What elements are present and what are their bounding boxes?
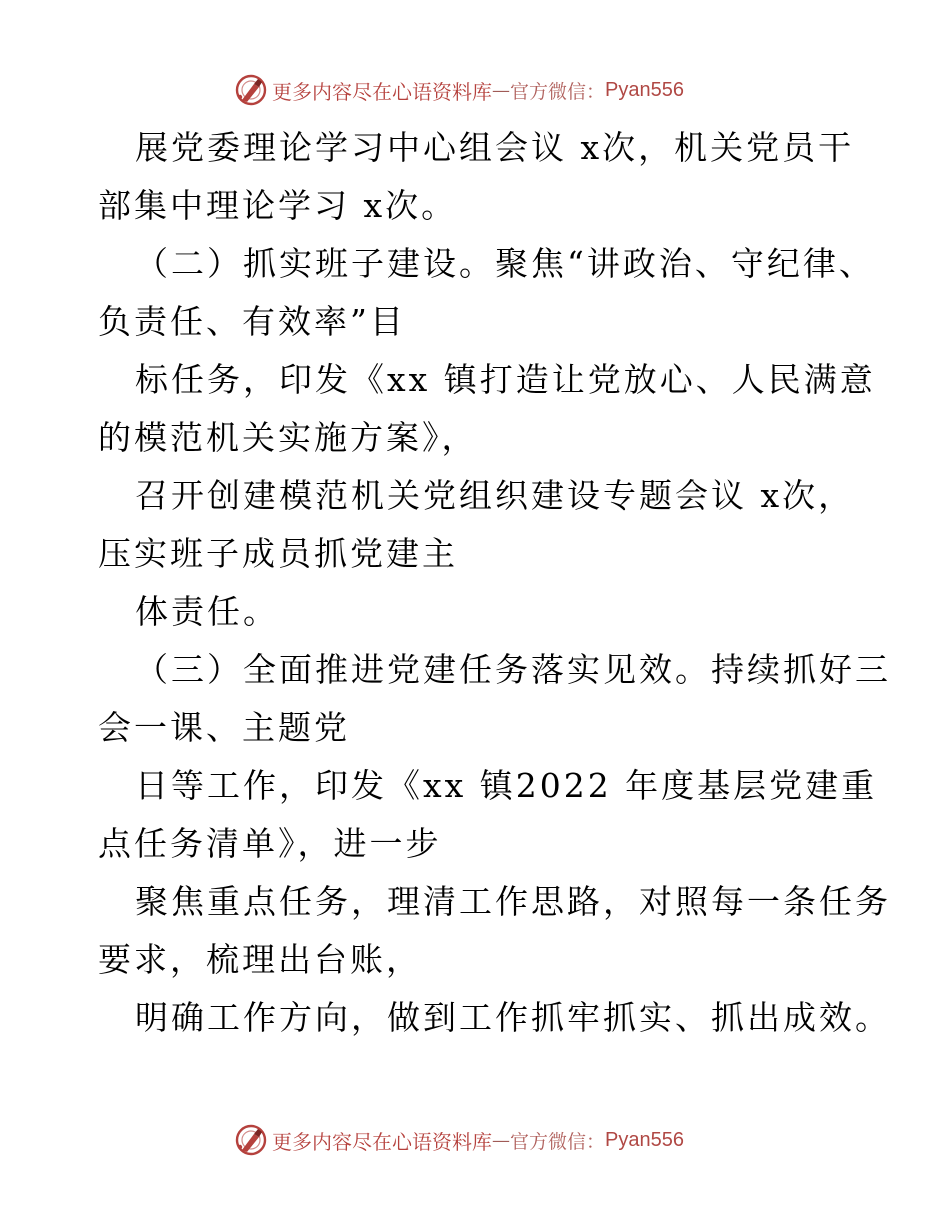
body-line: 的模范机关实施方案》， [98, 418, 478, 457]
body-line: 标任务，印发《xx 镇打造让党放心、人民满意 [135, 360, 876, 399]
header-watermark [234, 72, 684, 108]
watermark-wechat-id: Pyan556 [605, 78, 684, 101]
body-line: 压实班子成员抓党建主 [98, 534, 458, 573]
body-line: （二）抓实班子建设。聚焦“讲政治、守纪律、 [135, 244, 875, 283]
watermark-dash: — [492, 1129, 510, 1151]
watermark-wechat-label: 官方微信： [510, 1130, 606, 1153]
watermark-main-text: 更多内容尽在心语资料库 [272, 79, 492, 104]
watermark-wechat-id: Pyan556 [605, 1128, 684, 1151]
body-line: 展党委理论学习中心组会议 x次，机关党员干 [135, 128, 855, 167]
footer-watermark [234, 1122, 684, 1158]
body-line: 要求，梳理出台账， [98, 940, 422, 979]
pen-nib-circle-icon [234, 73, 268, 107]
body-line: 明确工作方向，做到工作抓牢抓实、抓出成效。 [135, 998, 891, 1037]
pen-nib-circle-icon [234, 1123, 268, 1157]
watermark-wechat-label: 官方微信： [510, 80, 606, 103]
watermark-main-text: 更多内容尽在心语资料库 [272, 1129, 492, 1154]
watermark-dash: — [492, 79, 510, 101]
body-line: 召开创建模范机关党组织建设专题会议 x次， [135, 476, 855, 515]
body-line: 聚焦重点任务，理清工作思路，对照每一条任务 [135, 882, 891, 921]
body-line: 体责任。 [135, 592, 279, 631]
body-line: 点任务清单》，进一步 [98, 824, 442, 863]
body-line: 负责任、有效率”目 [98, 302, 406, 341]
body-line: 部集中理论学习 x次。 [98, 186, 458, 225]
body-line: 日等工作，印发《xx 镇2022 年度基层党建重 [135, 766, 878, 805]
body-line: 会一课、主题党 [98, 708, 350, 747]
body-line: （三）全面推进党建任务落实见效。持续抓好三 [135, 650, 891, 689]
